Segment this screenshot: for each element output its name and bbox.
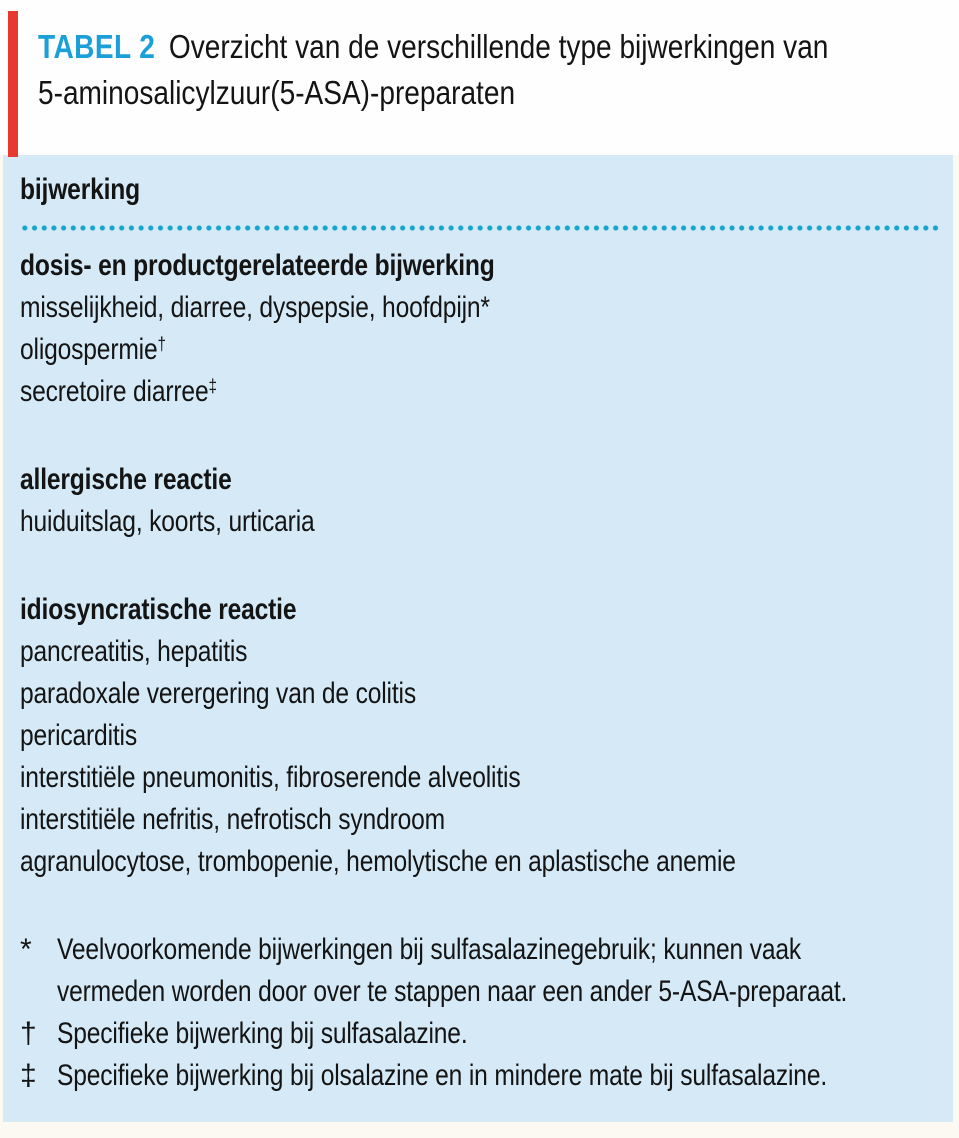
footnote-text	[57, 929, 959, 1013]
caption-line-2	[38, 70, 959, 116]
caption-text-2: 5-aminosalicylzuur(5-ASA)-preparaten	[38, 74, 516, 111]
dotted-divider	[20, 225, 941, 231]
side-effect-row: huiduitslag, koorts, urticaria	[20, 505, 315, 538]
side-effect-row: secretoire diarree‡	[20, 375, 217, 408]
footnote-marker: *	[20, 933, 32, 966]
footnote-reference: †	[157, 333, 166, 354]
footnote-line: Specifieke bijwerking bij olsalazine en in mindere mate bij sulfasalazine.	[57, 1059, 828, 1092]
footnote-row	[20, 1055, 945, 1097]
section-gap	[20, 543, 945, 589]
side-effects-panel	[3, 155, 953, 1122]
table-caption	[38, 24, 959, 116]
footnote-row	[20, 929, 945, 1013]
column-header: bijwerking	[20, 173, 141, 206]
section-gap	[20, 413, 945, 459]
footnotes	[20, 929, 945, 1097]
side-effect-row: paradoxale verergering van de colitis	[20, 677, 416, 710]
side-effect-row: agranulocytose, trombopenie, hemolytische en aplastische anemie	[20, 845, 736, 878]
table-tag: TABEL 2	[38, 28, 156, 65]
side-effect-row: oligospermie†	[20, 333, 166, 366]
footnote-line: vermeden worden door over te stappen naar een ander 5-ASA-preparaat.	[57, 975, 848, 1008]
footnote-row	[20, 1013, 945, 1055]
side-effect-row: pancreatitis, hepatitis	[20, 635, 248, 668]
footnote-marker: †	[20, 1017, 37, 1050]
section-gap	[20, 883, 945, 929]
side-effect-row: misselijkheid, diarree, dyspepsie, hoofdpijn*	[20, 291, 490, 324]
section-heading: allergische reactie	[20, 463, 232, 496]
footnote-line: Veelvoorkomende bijwerkingen bij sulfasalazinegebruik; kunnen vaak	[57, 933, 802, 966]
footnote-line: Specifieke bijwerking bij sulfasalazine.	[57, 1017, 468, 1050]
side-effect-row: pericarditis	[20, 719, 137, 752]
red-accent-bar	[8, 11, 18, 157]
footnote-text	[57, 1055, 959, 1097]
caption-text-1: Overzicht van de verschillende type bijwerkingen van	[168, 28, 829, 65]
side-effect-row: interstitiële nefritis, nefrotisch syndroom	[20, 803, 445, 836]
footnote-marker: ‡	[20, 1059, 37, 1092]
section-heading: dosis- en productgerelateerde bijwerking	[20, 249, 495, 282]
table-body	[20, 245, 945, 883]
footnote-text	[57, 1013, 945, 1055]
footnote-reference: ‡	[208, 375, 217, 396]
caption-line-1	[38, 24, 959, 70]
side-effect-row: interstitiële pneumonitis, fibroserende alveolitis	[20, 761, 521, 794]
section-heading: idiosyncratische reactie	[20, 593, 297, 626]
